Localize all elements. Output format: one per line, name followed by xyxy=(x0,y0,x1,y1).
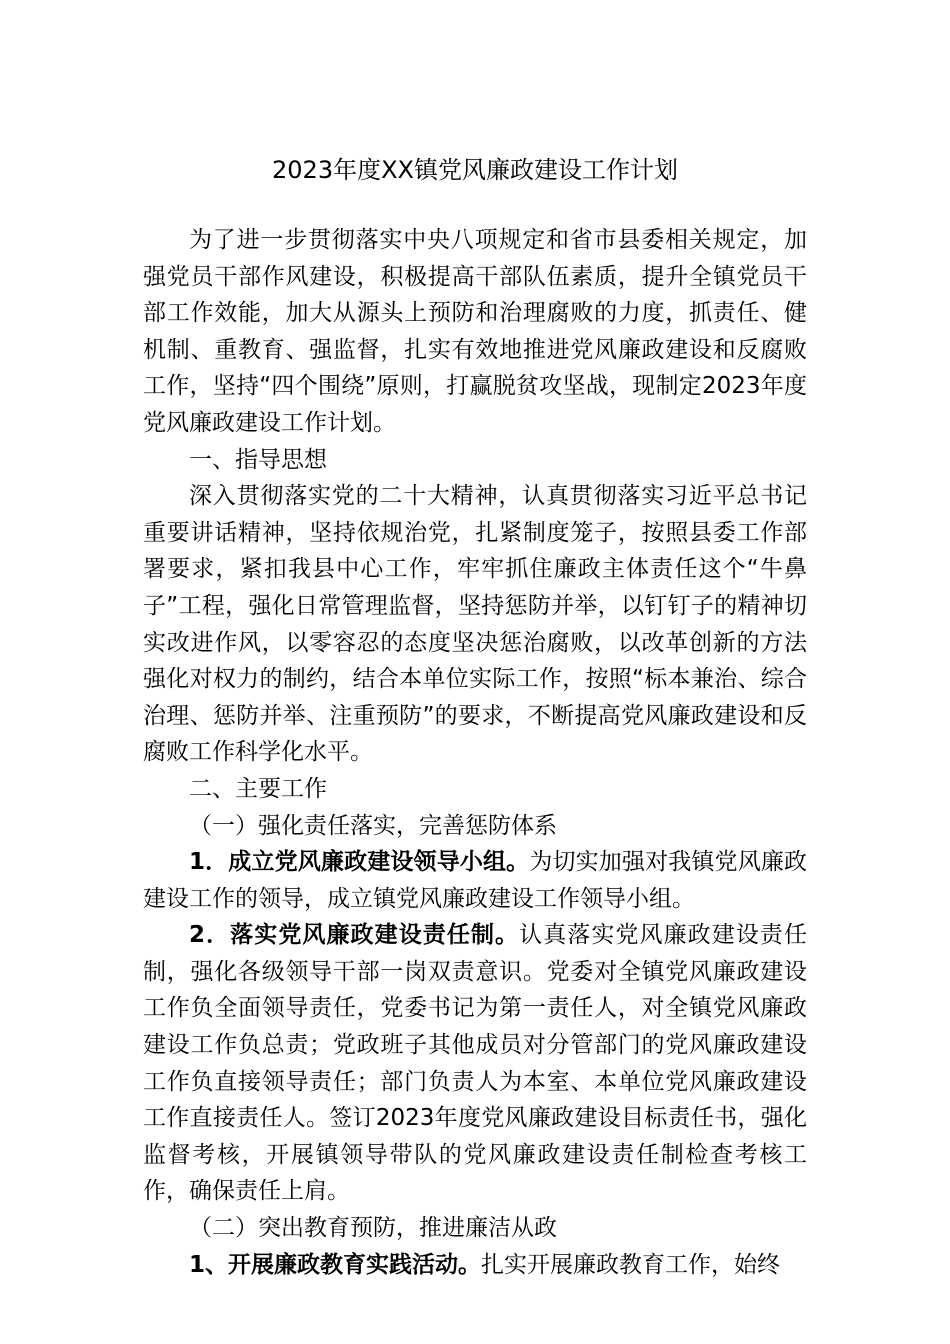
item-responsibility-system xyxy=(143,917,807,1210)
subsection-heading-responsibility: （一）强化责任落实，完善惩防体系 xyxy=(189,812,557,839)
item-leadership-group xyxy=(143,844,807,917)
subsection-heading-education: （二）突出教育预防，推进廉洁从政 xyxy=(189,1215,557,1242)
item-education-activity xyxy=(143,1247,807,1284)
intro-paragraph: 为了进一步贯彻落实中央八项规定和省市县委相关规定，加强党员干部作风建设，积极提高干部队伍素质，提升全镇党员干部工作效能，加大从源头上预防和治理腐败的力度，抓责任、健机制、重教育、强监督，扎实有效地推进党风廉政建设和反腐败工作，坚持“四个围绕”原则，打赢脱贫攻坚战，现制定2023年度党风廉政建设工作计划。 xyxy=(143,227,807,436)
item-leadership-group-text: 为切实加强对我镇党风廉政建设工作的领导，成立镇党风廉政建设工作领导小组。 xyxy=(143,849,807,912)
item-education-activity-text: 扎实开展廉政教育工作，始终 xyxy=(481,1251,781,1278)
document-title: 2023年度XX镇党风廉政建设工作计划 xyxy=(272,156,678,184)
item-leadership-group-title: 1．成立党风廉政建设领导小组。 xyxy=(189,849,530,876)
item-education-activity-title: 1、开展廉政教育实践活动。 xyxy=(189,1251,482,1278)
item-responsibility-system-title: 2．落实党风廉政建设责任制。 xyxy=(189,922,520,949)
section-heading-main-work: 二、主要工作 xyxy=(189,775,327,802)
guiding-paragraph: 深入贯彻落实党的二十大精神，认真贯彻落实习近平总书记重要讲话精神，坚持依规治党，扎紧制度笼子，按照县委工作部署要求，紧扣我县中心工作，牢牢抓住廉政主体责任这个“牛鼻子”工程，强化日常管理监督，坚持惩防并举，以钉钉子的精神切实改进作风，以零容忍的态度坚决惩治腐败，以改革创新的方法强化对权力的制约，结合本单位实际工作，按照“标本兼治、综合治理、惩防并举、注重预防”的要求，不断提高党风廉政建设和反腐败工作科学化水平。 xyxy=(143,483,807,766)
item-responsibility-system-text: 认真落实党风廉政建设责任制，强化各级领导干部一岗双责意识。党委对全镇党风廉政建设工作负全面领导责任，党委书记为第一责任人，对全镇党风廉政建设工作负总责；党政班子其他成员对分管部门的党风廉政建设工作负直接领导责任；部门负责人为本室、本单位党风廉政建设工作直接责任人。签订2023年度党风廉政建设目标责任书，强化监督考核，开展镇领导带队的党风廉政建设责任制检查考核工作，确保责任上肩。 xyxy=(143,922,807,1205)
document-body xyxy=(143,222,807,1283)
section-heading-guiding: 一、指导思想 xyxy=(189,446,327,473)
